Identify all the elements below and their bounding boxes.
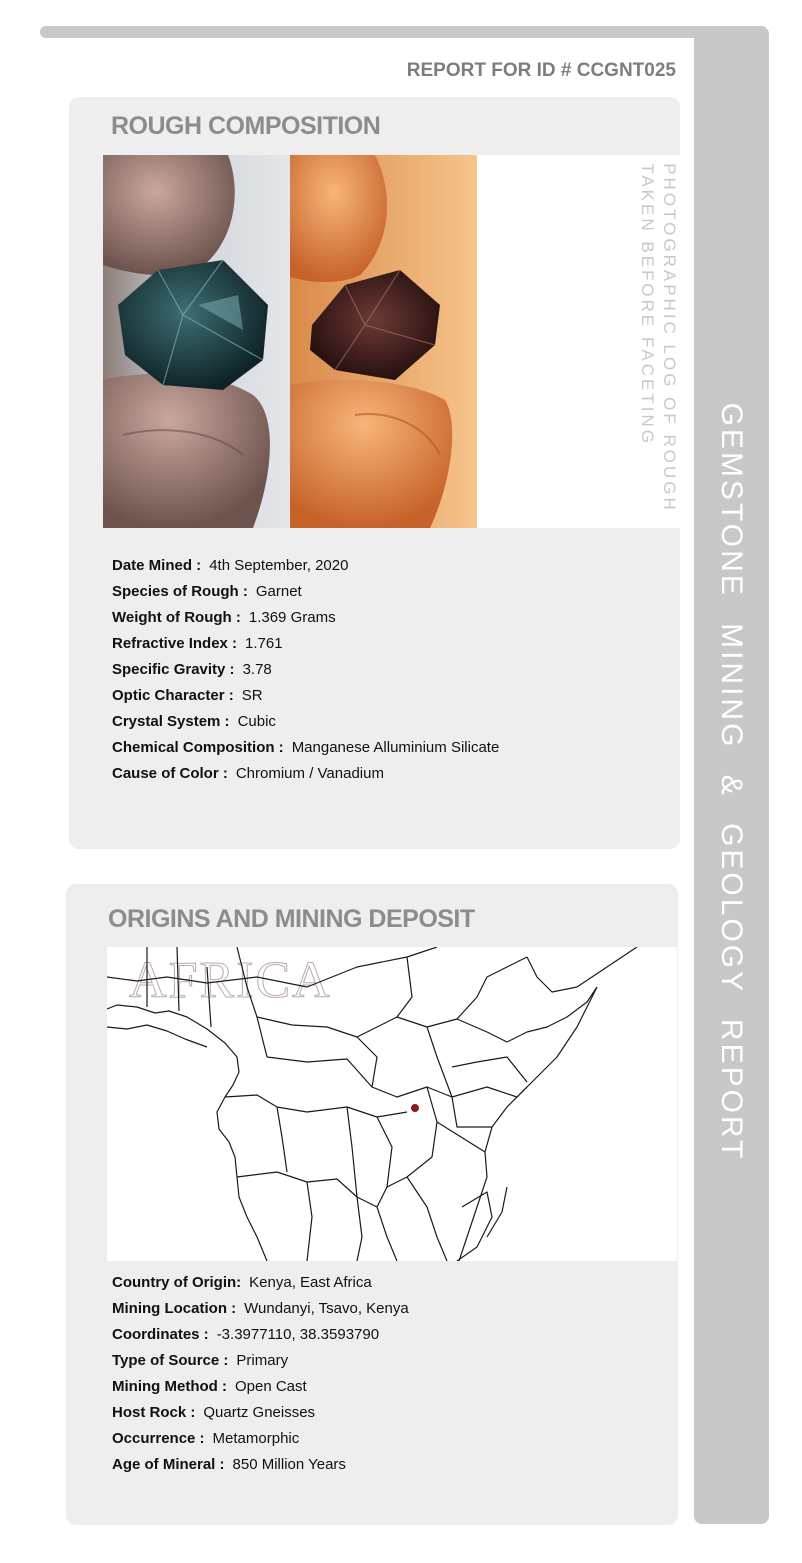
field-value: 4th September, 2020 bbox=[209, 557, 349, 574]
field-label: Age of Mineral : bbox=[112, 1456, 225, 1473]
field-label: Date Mined : bbox=[112, 557, 202, 574]
field-label: Cause of Color : bbox=[112, 765, 228, 782]
rough-photo-daylight bbox=[103, 155, 290, 528]
field-label: Mining Method : bbox=[112, 1378, 227, 1395]
field-value: -3.3977110, 38.3593790 bbox=[216, 1326, 380, 1343]
rough-photo-area bbox=[103, 155, 680, 528]
field-value: Primary bbox=[236, 1352, 289, 1369]
rough-composition-title: ROUGH COMPOSITION bbox=[111, 112, 381, 140]
field-row bbox=[112, 709, 499, 735]
side-title-container bbox=[694, 26, 769, 1524]
origins-title: ORIGINS AND MINING DEPOSIT bbox=[108, 905, 475, 933]
top-frame-bar bbox=[40, 26, 710, 38]
field-row bbox=[112, 1400, 409, 1426]
origin-map bbox=[107, 947, 677, 1261]
field-row bbox=[112, 683, 499, 709]
field-value: 1.369 Grams bbox=[248, 609, 336, 626]
field-label: Specific Gravity : bbox=[112, 661, 235, 678]
rough-photo-incandescent bbox=[290, 155, 477, 528]
field-value: 3.78 bbox=[242, 661, 272, 678]
rough-fields bbox=[112, 553, 499, 787]
field-row bbox=[112, 605, 499, 631]
field-label: Species of Rough : bbox=[112, 583, 248, 600]
photo-caption-line2: TAKEN BEFORE FACETING bbox=[638, 163, 657, 446]
field-row bbox=[112, 1452, 409, 1478]
field-row bbox=[112, 657, 499, 683]
report-id: REPORT FOR ID # CCGNT025 bbox=[406, 60, 676, 81]
field-value: Quartz Gneisses bbox=[203, 1404, 316, 1421]
field-value: Garnet bbox=[255, 583, 302, 600]
field-value: Wundanyi, Tsavo, Kenya bbox=[244, 1300, 409, 1317]
map-label: AFRICA bbox=[129, 952, 332, 1009]
side-title: GEMSTONE MINING & GEOLOGY REPORT bbox=[715, 402, 748, 1162]
field-value: 850 Million Years bbox=[232, 1456, 346, 1473]
field-row bbox=[112, 1426, 409, 1452]
field-label: Chemical Composition : bbox=[112, 739, 284, 756]
field-value: Open Cast bbox=[234, 1378, 307, 1395]
field-label: Crystal System : bbox=[112, 713, 230, 730]
field-value: Cubic bbox=[237, 713, 276, 730]
field-row bbox=[112, 761, 499, 787]
field-row bbox=[112, 1270, 409, 1296]
field-row bbox=[112, 1322, 409, 1348]
field-row bbox=[112, 1296, 409, 1322]
field-value: 1.761 bbox=[245, 635, 283, 652]
field-value: Kenya, East Africa bbox=[249, 1274, 372, 1291]
field-row bbox=[112, 1348, 409, 1374]
field-label: Host Rock : bbox=[112, 1404, 196, 1421]
field-value: Chromium / Vanadium bbox=[235, 765, 384, 782]
field-label: Mining Location : bbox=[112, 1300, 237, 1317]
field-label: Weight of Rough : bbox=[112, 609, 241, 626]
field-label: Occurrence : bbox=[112, 1430, 205, 1447]
origins-fields bbox=[112, 1270, 409, 1478]
field-value: Metamorphic bbox=[212, 1430, 300, 1447]
africa-map-svg bbox=[107, 947, 677, 1261]
field-label: Type of Source : bbox=[112, 1352, 229, 1369]
field-value: Manganese Alluminium Silicate bbox=[291, 739, 500, 756]
mine-location-marker bbox=[411, 1104, 419, 1112]
photo-caption bbox=[638, 163, 680, 513]
field-label: Optic Character : bbox=[112, 687, 234, 704]
field-row bbox=[112, 735, 499, 761]
field-row bbox=[112, 553, 499, 579]
field-row bbox=[112, 631, 499, 657]
field-row bbox=[112, 579, 499, 605]
field-label: Refractive Index : bbox=[112, 635, 238, 652]
field-value: SR bbox=[241, 687, 263, 704]
photo-caption-line1: PHOTOGRAPHIC LOG OF ROUGH bbox=[660, 163, 679, 513]
field-label: Coordinates : bbox=[112, 1326, 209, 1343]
field-row bbox=[112, 1374, 409, 1400]
field-label: Country of Origin: bbox=[112, 1274, 242, 1291]
